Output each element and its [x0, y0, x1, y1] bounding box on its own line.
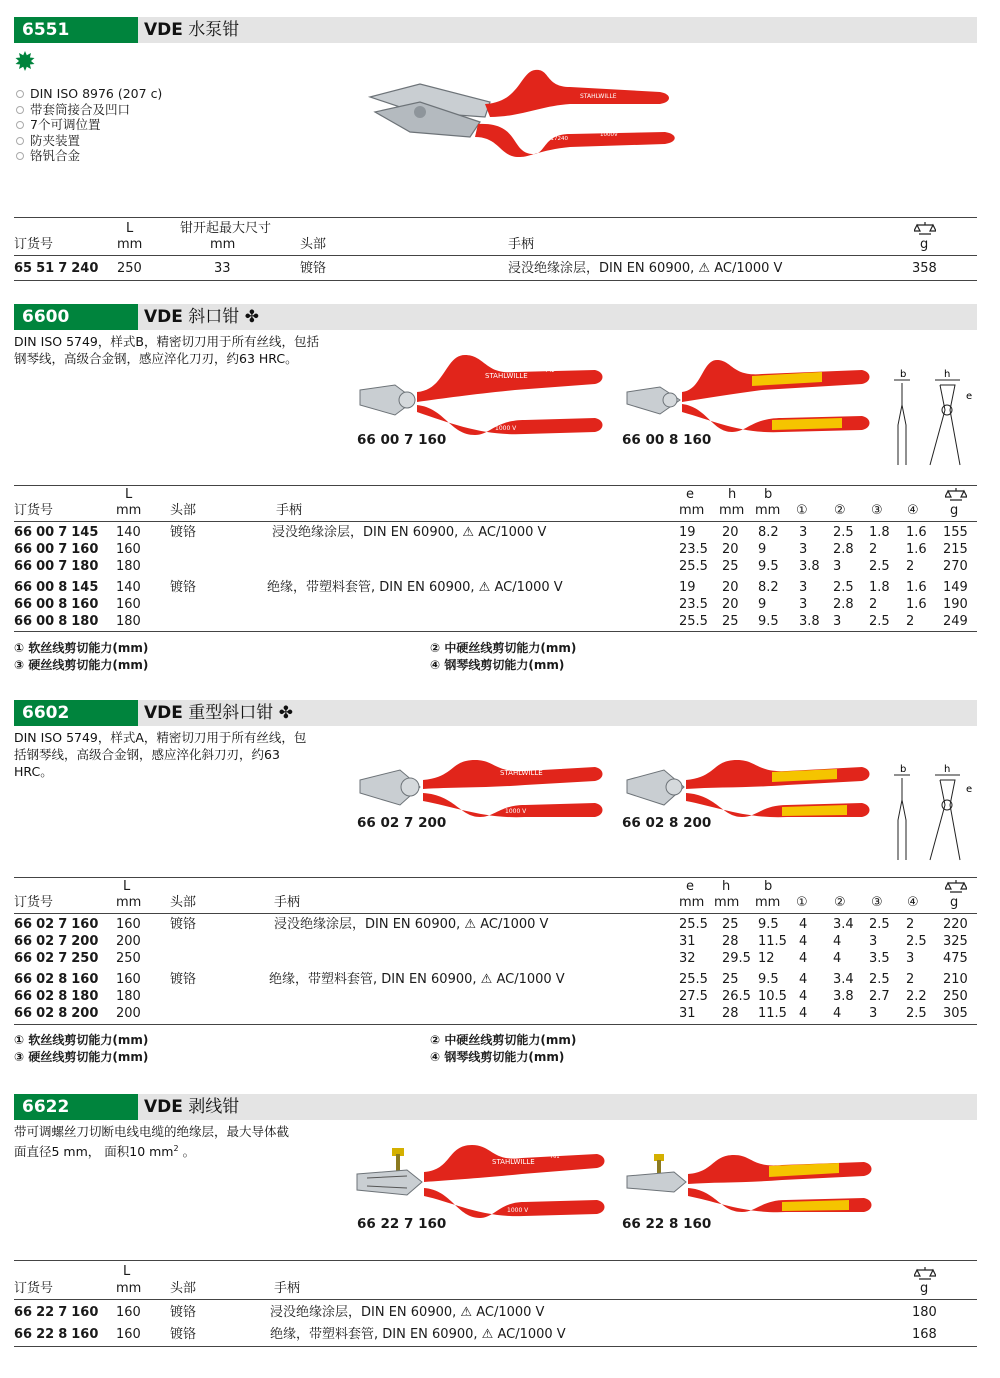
insulation-mark-icon: ⚠: [460, 1305, 473, 1320]
cell-head: 镀铬: [170, 1327, 197, 1342]
product-caption: 66 22 7 160: [357, 1216, 447, 1232]
cell-c3: 1.8: [869, 580, 890, 595]
cell-c2: 3.4: [833, 972, 854, 987]
cell-c1: 4: [799, 951, 808, 966]
cell-c3: 3: [869, 934, 878, 949]
feature-item: 防夹装置: [16, 133, 162, 149]
cell-handle: 浸没绝缘涂层，DIN EN 60900, ⚠ AC/1000 V: [508, 261, 783, 276]
cell-weight: 190: [943, 597, 968, 612]
feature-item: 铬钒合金: [16, 148, 162, 164]
cell-h: 20: [722, 525, 739, 540]
starburst-icon: [15, 51, 35, 71]
cell-c2: 4: [833, 1006, 842, 1021]
col-header-h: h: [728, 487, 737, 502]
cell-l: 140: [116, 580, 141, 595]
cell-c2: 4: [833, 951, 842, 966]
cell-h: 20: [722, 580, 739, 595]
product-caption: 66 22 8 160: [622, 1216, 712, 1232]
cell-handle: 浸没绝缘涂层，DIN EN 60900, ⚠ AC/1000 V: [270, 1305, 545, 1320]
dim-label-e: e: [966, 784, 973, 795]
col-header-e: e: [686, 487, 694, 502]
col-header-handle: 手柄: [508, 237, 535, 252]
cell-l: 200: [116, 1006, 141, 1021]
cell-b: 9.5: [758, 917, 779, 932]
cell-handle: 浸没绝缘涂层，DIN EN 60900, ⚠ AC/1000 V: [272, 525, 547, 540]
col-header-l: L: [126, 221, 134, 236]
col-header-l: L: [125, 487, 133, 502]
cell-c4: 1.6: [906, 525, 927, 540]
cell-e: 23.5: [679, 542, 708, 557]
image-number-text: 753: [553, 765, 563, 771]
cell-weight: 215: [943, 542, 968, 557]
cell-l: 180: [116, 989, 141, 1004]
section-header-6602: [14, 700, 977, 726]
cell-l: 160: [116, 972, 141, 987]
col-header-handle: 手柄: [274, 1281, 301, 1296]
cell-b: 11.5: [758, 1006, 787, 1021]
col-header-b: b: [764, 879, 773, 894]
cell-h: 28: [722, 934, 739, 949]
cell-c4: 2: [906, 972, 915, 987]
insulation-mark-icon: ⚠: [464, 917, 477, 932]
image-rating-text: 1000V: [600, 132, 618, 138]
col-header-b-unit: mm: [755, 895, 781, 910]
cell-handle: 浸没绝缘涂层，DIN EN 60900, ⚠ AC/1000 V: [274, 917, 549, 932]
cell-weight: 270: [943, 559, 968, 574]
image-brand-text: STAHLWILLE: [500, 769, 543, 777]
col-header-h: h: [722, 879, 731, 894]
cell-c3: 1.8: [869, 525, 890, 540]
cell-c1: 3: [799, 597, 808, 612]
legend-note: ③ 硬丝线剪切能力(mm): [14, 658, 149, 672]
cell-weight: 155: [943, 525, 968, 540]
section-description: DIN ISO 5749，样式B，精密切刀用于所有丝线，包括 钢琴线，高级合金钢，感应淬化刀刃，约63 HRC。: [14, 334, 319, 366]
cell-c1: 4: [799, 934, 808, 949]
col-header-e: e: [686, 879, 694, 894]
cell-b: 9.5: [758, 972, 779, 987]
cell-weight: 149: [943, 580, 968, 595]
col-header-handle: 手柄: [274, 895, 301, 910]
col-header-c4: ④: [907, 895, 919, 910]
cell-head: 镀铬: [170, 917, 197, 932]
cell-c1: 3: [799, 525, 808, 540]
col-header-c3: ③: [871, 503, 883, 518]
col-header-b-unit: mm: [755, 503, 781, 518]
cell-e: 27.5: [679, 989, 708, 1004]
heavy-cutter-yellow-image: [622, 755, 872, 820]
cell-h: 25: [722, 972, 739, 987]
section-header-6622: [14, 1094, 977, 1120]
image-number-text: 761: [550, 1154, 560, 1160]
insulation-mark-icon: ⚠: [480, 972, 493, 987]
table-row-order: 66 02 7 160: [14, 917, 99, 932]
table-row-order: 66 00 8 145: [14, 580, 99, 595]
section-header-6551: [14, 17, 977, 43]
image-brand-text: STAHLWILLE: [485, 372, 528, 380]
legend-note: ② 中硬丝线剪切能力(mm): [430, 641, 577, 655]
cell-head: 镀铬: [170, 972, 197, 987]
cell-c4: 2.5: [906, 1006, 927, 1021]
insulation-mark-icon: ⚠: [698, 261, 711, 276]
cell-head: 镀铬: [170, 1305, 197, 1320]
weight-scale-icon: [914, 1266, 936, 1280]
cell-c4: 1.6: [906, 597, 927, 612]
cell-c3: 2.5: [869, 972, 890, 987]
cell-c2: 3: [833, 559, 842, 574]
heavy-cutter-red-image: [355, 755, 605, 820]
cell-c3: 3: [869, 1006, 878, 1021]
cell-c1: 3.8: [799, 559, 820, 574]
cell-l: 200: [116, 934, 141, 949]
col-header-l-unit: mm: [117, 237, 143, 252]
section-code: 6602: [14, 700, 138, 726]
cell-handle: 绝缘，带塑料套管, DIN EN 60900, ⚠ AC/1000 V: [269, 972, 565, 987]
cell-l: 250: [116, 951, 141, 966]
cell-c2: 3.4: [833, 917, 854, 932]
diagonal-cutter-yellow-image: [622, 352, 872, 437]
cell-e: 25.5: [679, 614, 708, 629]
col-header-c4: ④: [907, 503, 919, 518]
section-description: 带可调螺丝刀切断电线电缆的绝缘层，最大导体截 面直径5 mm， 面积10 $mm^2$ 。: [14, 1124, 290, 1160]
cell-c2: 4: [833, 934, 842, 949]
col-header-l: L: [123, 879, 131, 894]
weight-scale-icon: [914, 221, 936, 235]
cell-c3: 2: [869, 542, 878, 557]
legend-note: ④ 钢琴线剪切能力(mm): [430, 658, 565, 672]
weight-scale-icon: [945, 879, 967, 893]
cell-h: 25: [722, 559, 739, 574]
table-row-order: 66 02 8 180: [14, 989, 99, 1004]
cell-h: 20: [722, 542, 739, 557]
cell-c2: 3.8: [833, 989, 854, 1004]
section-code: 6551: [14, 17, 138, 43]
image-voltage-text: 1000 V: [507, 1207, 529, 1214]
dim-label-h: h: [944, 369, 951, 380]
table-row-order: 66 02 8 200: [14, 1006, 99, 1021]
cell-h: 26.5: [722, 989, 751, 1004]
cell-l: 180: [116, 559, 141, 574]
cell-c4: 2: [906, 559, 915, 574]
cell-c3: 2.5: [869, 917, 890, 932]
insulation-mark-icon: ⚠: [462, 525, 475, 540]
col-header-order: 订货号: [14, 503, 54, 518]
cell-e: 25.5: [679, 917, 708, 932]
cell-c4: 2.5: [906, 934, 927, 949]
table-row-order: 66 00 7 160: [14, 542, 99, 557]
cell-h: 25: [722, 917, 739, 932]
cell-c2: 2.5: [833, 580, 854, 595]
col-header-weight-unit: g: [950, 503, 959, 518]
col-header-weight-unit: g: [920, 1281, 929, 1296]
table-row-order: 66 22 7 160: [14, 1305, 99, 1320]
legend-note: ① 软丝线剪切能力(mm): [14, 641, 149, 655]
cell-open: 33: [214, 261, 231, 276]
diagonal-cutter-red-image: [355, 350, 605, 440]
cell-c3: 3.5: [869, 951, 890, 966]
col-header-c2: ②: [834, 895, 846, 910]
cell-b: 9.5: [758, 559, 779, 574]
image-number-text: 742: [545, 368, 555, 374]
cell-weight: 325: [943, 934, 968, 949]
cell-c3: 2.7: [869, 989, 890, 1004]
cell-h: 20: [722, 597, 739, 612]
cell-l: 160: [116, 597, 141, 612]
cell-b: 8.2: [758, 525, 779, 540]
feature-item: DIN ISO 8976 (207 c): [16, 86, 162, 102]
legend-note: ④ 钢琴线剪切能力(mm): [430, 1050, 565, 1064]
dim-label-h: h: [944, 764, 951, 775]
col-header-h-unit: mm: [714, 895, 740, 910]
table-row-order: 66 00 7 145: [14, 525, 99, 540]
table-row-order: 66 02 7 250: [14, 951, 99, 966]
cell-weight: 210: [943, 972, 968, 987]
section-code: 6600: [14, 304, 138, 330]
legend-note: ③ 硬丝线剪切能力(mm): [14, 1050, 149, 1064]
cell-c4: 1.6: [906, 542, 927, 557]
cell-head: 镀铬: [170, 525, 197, 540]
col-header-l-unit: mm: [116, 1281, 142, 1296]
weight-scale-icon: [945, 487, 967, 501]
dim-label-b: b: [900, 369, 907, 380]
image-voltage-text: 1000 V: [505, 808, 527, 815]
cell-weight: 249: [943, 614, 968, 629]
cell-c4: 2: [906, 917, 915, 932]
table-row-order: 66 02 8 160: [14, 972, 99, 987]
col-header-l-unit: mm: [116, 895, 142, 910]
cell-c1: 4: [799, 1006, 808, 1021]
col-header-c3: ③: [871, 895, 883, 910]
image-brand-text: STAHLWILLE: [492, 1158, 535, 1166]
col-header-c1: ①: [796, 503, 808, 518]
cell-l: 160: [116, 1305, 141, 1320]
col-header-head: 头部: [170, 895, 197, 910]
col-header-order: 订货号: [14, 895, 54, 910]
section-description: DIN ISO 5749，样式A，精密切刀用于所有丝线，包 括钢琴线，高级合金钢，感应淬化斜刀刃，约63 HRC。: [14, 730, 307, 779]
cell-c4: 2.2: [906, 989, 927, 1004]
cell-l: 180: [116, 614, 141, 629]
cell-c1: 3.8: [799, 614, 820, 629]
cell-weight: 250: [943, 989, 968, 1004]
cell-handle: 绝缘，带塑料套管, DIN EN 60900, ⚠ AC/1000 V: [267, 580, 563, 595]
section-header-6600: [14, 304, 977, 330]
cell-c1: 4: [799, 989, 808, 1004]
cell-h: 28: [722, 1006, 739, 1021]
table-row-order: 66 00 7 180: [14, 559, 99, 574]
cell-b: 9: [758, 542, 767, 557]
col-header-open: 钳开起最大尺寸: [180, 221, 272, 236]
cell-b: 10.5: [758, 989, 787, 1004]
cell-c3: 2: [869, 597, 878, 612]
cell-c4: 3: [906, 951, 915, 966]
insulation-mark-icon: ⚠: [478, 580, 491, 595]
col-header-e-unit: mm: [679, 895, 705, 910]
table-row-order: 66 02 7 200: [14, 934, 99, 949]
col-header-e-unit: mm: [679, 503, 705, 518]
col-header-h-unit: mm: [719, 503, 745, 518]
cell-e: 31: [679, 934, 696, 949]
cell-c3: 2.5: [869, 559, 890, 574]
clover-icon: ✤: [278, 703, 293, 723]
water-pump-pliers-image: [360, 62, 680, 162]
cell-c1: 3: [799, 542, 808, 557]
col-header-open-unit: mm: [210, 237, 236, 252]
col-header-head: 头部: [170, 1281, 197, 1296]
cell-b: 8.2: [758, 580, 779, 595]
section-code: 6622: [14, 1094, 138, 1120]
section-title: VDE 斜口钳 ✤: [144, 307, 259, 327]
image-model-text: 65517240: [540, 136, 568, 142]
section-title: VDE 剥线钳: [144, 1097, 240, 1117]
cell-b: 12: [758, 951, 775, 966]
legend-note: ② 中硬丝线剪切能力(mm): [430, 1033, 577, 1047]
image-voltage-text: 1000 V: [495, 425, 517, 432]
product-caption: 66 00 8 160: [622, 432, 712, 448]
cell-e: 19: [679, 580, 696, 595]
cell-c4: 1.6: [906, 580, 927, 595]
cell-head: 镀铬: [170, 580, 197, 595]
cell-e: 31: [679, 1006, 696, 1021]
cell-e: 25.5: [679, 559, 708, 574]
cell-c4: 2: [906, 614, 915, 629]
col-header-c1: ①: [796, 895, 808, 910]
col-header-head: 头部: [300, 237, 327, 252]
wire-stripper-yellow-image: [624, 1150, 874, 1215]
cell-e: 23.5: [679, 597, 708, 612]
col-header-weight-unit: g: [950, 895, 959, 910]
insulation-mark-icon: ⚠: [481, 1327, 494, 1342]
cell-b: 9.5: [758, 614, 779, 629]
cell-c1: 4: [799, 972, 808, 987]
cell-c3: 2.5: [869, 614, 890, 629]
feature-item: 7个可调位置: [16, 117, 162, 133]
col-header-l-unit: mm: [116, 503, 142, 518]
table-row-order: 66 22 8 160: [14, 1327, 99, 1342]
cell-b: 9: [758, 597, 767, 612]
cell-handle: 绝缘，带塑料套管, DIN EN 60900, ⚠ AC/1000 V: [270, 1327, 566, 1342]
wire-stripper-red-image: [352, 1140, 607, 1220]
cell-weight: 220: [943, 917, 968, 932]
cell-h: 25: [722, 614, 739, 629]
section-title: VDE 重型斜口钳 ✤: [144, 703, 293, 723]
cell-l: 160: [116, 917, 141, 932]
dimension-diagram: [880, 760, 980, 865]
cell-weight: 168: [912, 1327, 937, 1342]
cell-h: 29.5: [722, 951, 751, 966]
cell-l: 160: [116, 1327, 141, 1342]
cell-c2: 3: [833, 614, 842, 629]
cell-c1: 3: [799, 580, 808, 595]
product-caption: 66 02 7 200: [357, 815, 447, 831]
cell-e: 19: [679, 525, 696, 540]
cell-e: 25.5: [679, 972, 708, 987]
dim-label-e: e: [966, 391, 973, 402]
dimension-diagram: [880, 365, 980, 470]
table-row-order: 66 00 8 160: [14, 597, 99, 612]
feature-list: [16, 86, 162, 164]
cell-b: 11.5: [758, 934, 787, 949]
col-header-head: 头部: [170, 503, 197, 518]
cell-l: 140: [116, 525, 141, 540]
col-header-order: 订货号: [14, 1281, 54, 1296]
col-header-order: 订货号: [14, 237, 54, 252]
cell-weight: 180: [912, 1305, 937, 1320]
col-header-l: L: [123, 1264, 131, 1279]
col-header-c2: ②: [834, 503, 846, 518]
image-brand-text: STAHLWILLE: [580, 93, 617, 100]
col-header-handle: 手柄: [276, 503, 303, 518]
table-row-order: 65 51 7 240: [14, 261, 99, 276]
feature-item: 带套筒接合及凹口: [16, 102, 162, 118]
cell-c1: 4: [799, 917, 808, 932]
col-header-b: b: [764, 487, 773, 502]
cell-weight: 358: [912, 261, 937, 276]
cell-l: 160: [116, 542, 141, 557]
dim-label-b: b: [900, 764, 907, 775]
cell-l: 250: [117, 261, 142, 276]
section-title: VDE 水泵钳: [144, 20, 240, 40]
product-caption: 66 02 8 200: [622, 815, 712, 831]
legend-note: ① 软丝线剪切能力(mm): [14, 1033, 149, 1047]
col-header-weight-unit: g: [920, 237, 929, 252]
cell-e: 32: [679, 951, 696, 966]
clover-icon: ✤: [244, 307, 259, 327]
cell-c2: 2.5: [833, 525, 854, 540]
product-caption: 66 00 7 160: [357, 432, 447, 448]
table-row-order: 66 00 8 180: [14, 614, 99, 629]
cell-weight: 475: [943, 951, 968, 966]
cell-weight: 305: [943, 1006, 968, 1021]
cell-head: 镀铬: [300, 261, 327, 276]
cell-c2: 2.8: [833, 597, 854, 612]
cell-c2: 2.8: [833, 542, 854, 557]
